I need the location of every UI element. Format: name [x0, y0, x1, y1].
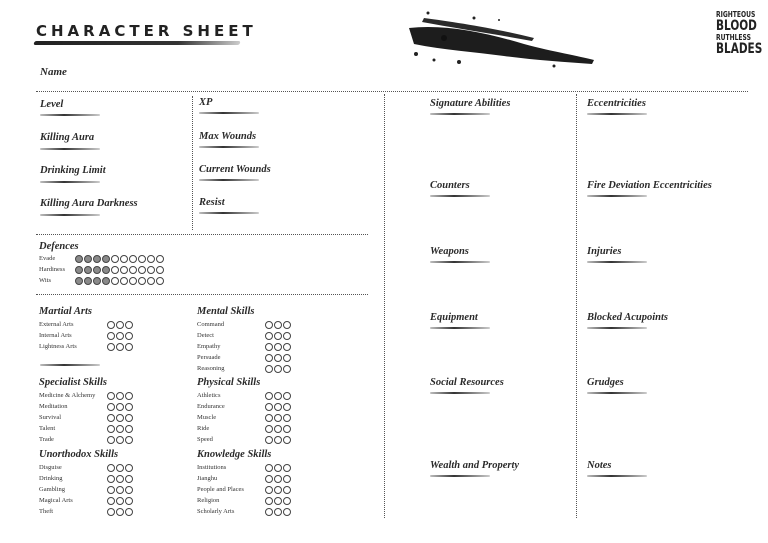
stat-drinking-limit-label: Drinking Limit: [40, 165, 106, 176]
skill-dot[interactable]: [107, 414, 115, 422]
defence-dot[interactable]: [138, 255, 146, 263]
skill-label: Gambling: [39, 486, 65, 493]
defence-dot[interactable]: [120, 266, 128, 274]
skill-dot[interactable]: [116, 403, 124, 411]
stat-killing-aura-darkness-label: Killing Aura Darkness: [40, 198, 138, 209]
stat-xp-field[interactable]: [199, 112, 259, 114]
right_col1-section-label: Weapons: [430, 246, 469, 257]
right_col1-section-field[interactable]: [430, 195, 490, 197]
skill-dot[interactable]: [265, 343, 273, 351]
stat-current-wounds-label: Current Wounds: [199, 164, 271, 175]
skill-dot[interactable]: [265, 332, 273, 340]
skill-row: [39, 495, 133, 506]
skill-dot[interactable]: [116, 343, 124, 351]
skill-dot[interactable]: [274, 354, 282, 362]
defence-dot[interactable]: [93, 255, 101, 263]
skill-label: Meditation: [39, 403, 68, 410]
skill-label: Institutions: [197, 464, 227, 471]
right_col2-section-field[interactable]: [587, 392, 647, 394]
right_col2-section-label: Notes: [587, 460, 612, 471]
right_col1-section-label: Counters: [430, 180, 470, 191]
defence-label: Hardiness: [39, 266, 65, 273]
skill-label: Drinking: [39, 475, 63, 482]
defence-dot[interactable]: [156, 277, 164, 285]
skill-dot[interactable]: [265, 321, 273, 329]
skill-label: Scholarly Arts: [197, 508, 235, 515]
defence-dot[interactable]: [102, 277, 110, 285]
skill-dot[interactable]: [283, 365, 291, 373]
skill-row: [39, 341, 133, 352]
skill-dot[interactable]: [116, 414, 124, 422]
right_col2-section-field[interactable]: [587, 475, 647, 477]
skill-dot[interactable]: [107, 343, 115, 351]
right_col2-section-label: Fire Deviation Eccentricities: [587, 180, 712, 191]
skill-dots: [265, 497, 291, 505]
defence-dot[interactable]: [84, 255, 92, 263]
skill-row: [39, 401, 133, 412]
skill-dot[interactable]: [283, 486, 291, 494]
skill-row: [39, 506, 133, 517]
skill-dot[interactable]: [125, 403, 133, 411]
skill-row: [39, 423, 133, 434]
skill-row: [197, 363, 291, 374]
defence-dot[interactable]: [75, 277, 83, 285]
defence-dot[interactable]: [147, 266, 155, 274]
martial-skills-title: Martial Arts: [39, 306, 93, 317]
knowledge-skills-title: Knowledge Skills: [197, 449, 272, 460]
defence-dot[interactable]: [111, 266, 119, 274]
skill-dot[interactable]: [265, 354, 273, 362]
skill-dot[interactable]: [283, 332, 291, 340]
skill-label: Persuade: [197, 354, 221, 361]
skill-label: Magical Arts: [39, 497, 73, 504]
skill-dot[interactable]: [125, 332, 133, 340]
skill-dot[interactable]: [265, 392, 273, 400]
right_col2-section-field[interactable]: [587, 327, 647, 329]
skill-dot[interactable]: [125, 436, 133, 444]
skill-row: [39, 462, 133, 473]
skill-dot[interactable]: [283, 321, 291, 329]
skill-row: [197, 495, 291, 506]
skill-dot[interactable]: [125, 321, 133, 329]
stat-xp-label: XP: [199, 97, 213, 108]
skill-label: Medicine & Alchemy: [39, 392, 96, 399]
skill-label: Endurance: [197, 403, 225, 410]
defence-dot[interactable]: [129, 277, 137, 285]
right_col2-section-field[interactable]: [587, 113, 647, 115]
skill-dot[interactable]: [283, 475, 291, 483]
skill-label: Empathy: [197, 343, 221, 350]
skill-dot[interactable]: [116, 321, 124, 329]
skill-row: [39, 390, 133, 401]
right_col2-section-label: Blocked Acupoints: [587, 312, 668, 323]
skill-label: Talent: [39, 425, 56, 432]
right_col1-section-label: Equipment: [430, 312, 478, 323]
defence-label: Wits: [39, 277, 52, 284]
skill-dot[interactable]: [283, 464, 291, 472]
defence-dot[interactable]: [147, 277, 155, 285]
skill-dot[interactable]: [116, 436, 124, 444]
right_col1-section-field[interactable]: [430, 392, 490, 394]
defence-dot[interactable]: [93, 277, 101, 285]
skill-dot[interactable]: [283, 436, 291, 444]
defence-dot[interactable]: [111, 255, 119, 263]
skill-dot[interactable]: [116, 464, 124, 472]
skill-dot[interactable]: [274, 392, 282, 400]
skill-dot[interactable]: [274, 475, 282, 483]
game-logo: RIGHTEOUS BLOOD RUTHLESS BLADES: [716, 10, 763, 57]
skill-dots: [265, 508, 291, 516]
skill-dot[interactable]: [107, 321, 115, 329]
skill-dot[interactable]: [107, 436, 115, 444]
defence-row: [39, 253, 164, 264]
skill-dot[interactable]: [274, 332, 282, 340]
skill-dots: [265, 354, 291, 362]
skill-dot[interactable]: [107, 486, 115, 494]
defence-dot[interactable]: [84, 266, 92, 274]
skill-dot[interactable]: [274, 436, 282, 444]
defences-title: Defences: [39, 241, 79, 252]
defence-dot[interactable]: [138, 266, 146, 274]
martial-arts-extra-field[interactable]: [40, 364, 100, 366]
stat-resist-field[interactable]: [199, 212, 259, 214]
skill-dot[interactable]: [283, 403, 291, 411]
stat-current-wounds-field[interactable]: [199, 179, 259, 181]
skill-row: [39, 330, 133, 341]
stat-resist-label: Resist: [199, 197, 225, 208]
skill-label: Speed: [197, 436, 213, 443]
skill-label: Internal Arts: [39, 332, 72, 339]
skill-dots: [107, 497, 133, 505]
right_col1-section-field[interactable]: [430, 475, 490, 477]
defence-dot[interactable]: [75, 266, 83, 274]
defence-dots: [75, 266, 164, 274]
defence-dot[interactable]: [93, 266, 101, 274]
skill-label: Command: [197, 321, 225, 328]
skill-dot[interactable]: [283, 392, 291, 400]
defence-dot[interactable]: [129, 255, 137, 263]
skill-label: Muscle: [197, 414, 217, 421]
stat-level-label: Level: [40, 99, 64, 110]
defence-dot[interactable]: [75, 255, 83, 263]
skill-dot[interactable]: [107, 497, 115, 505]
skill-row: [197, 473, 291, 484]
skill-dots: [265, 464, 291, 472]
skill-label: External Arts: [39, 321, 74, 328]
skill-dot[interactable]: [265, 464, 273, 472]
skill-dots: [265, 414, 291, 422]
right-divider: [576, 94, 577, 518]
right_col1-section-field[interactable]: [430, 113, 490, 115]
defence-dot[interactable]: [120, 255, 128, 263]
ink-splatter-decoration: [404, 10, 599, 70]
defence-dot[interactable]: [138, 277, 146, 285]
right_col1-section-label: Signature Abilities: [430, 98, 511, 109]
skill-dot[interactable]: [274, 497, 282, 505]
skill-dot[interactable]: [125, 392, 133, 400]
skill-label: Reasoning: [197, 365, 225, 372]
skill-dot[interactable]: [125, 464, 133, 472]
page-title: CHARACTER SHEET: [36, 22, 257, 40]
skill-row: [197, 319, 291, 330]
skill-dot[interactable]: [116, 497, 124, 505]
skill-dot[interactable]: [274, 321, 282, 329]
skill-dot[interactable]: [265, 486, 273, 494]
skill-dots: [107, 508, 133, 516]
skill-dots: [265, 403, 291, 411]
skill-dot[interactable]: [125, 497, 133, 505]
skill-row: [197, 423, 291, 434]
defence-dot[interactable]: [102, 266, 110, 274]
skill-dots: [265, 392, 291, 400]
defence-dots: [75, 277, 164, 285]
defence-row: [39, 275, 164, 286]
skill-dot[interactable]: [116, 332, 124, 340]
skill-dot[interactable]: [283, 425, 291, 433]
skill-label: Disguise: [39, 464, 62, 471]
defences-bottom-divider: [36, 294, 368, 295]
skill-dot[interactable]: [107, 392, 115, 400]
skill-dot[interactable]: [265, 425, 273, 433]
skill-dot[interactable]: [265, 508, 273, 516]
skill-dots: [107, 321, 133, 329]
defence-dot[interactable]: [102, 255, 110, 263]
skill-dots: [107, 464, 133, 472]
skill-label: Trade: [39, 436, 54, 443]
skill-dot[interactable]: [274, 343, 282, 351]
skill-dot[interactable]: [265, 365, 273, 373]
skill-row: [39, 412, 133, 423]
skill-dots: [265, 486, 291, 494]
right_col2-section-label: Eccentricities: [587, 98, 646, 109]
defence-dot[interactable]: [84, 277, 92, 285]
skill-row: [197, 352, 291, 363]
skill-row: [39, 484, 133, 495]
skill-dot[interactable]: [274, 508, 282, 516]
right_col1-section-label: Wealth and Property: [430, 460, 520, 471]
skill-dot[interactable]: [107, 475, 115, 483]
skill-dots: [107, 436, 133, 444]
skill-dots: [265, 343, 291, 351]
skill-label: Jianghu: [197, 475, 218, 482]
skill-row: [197, 434, 291, 445]
skill-dot[interactable]: [274, 425, 282, 433]
skill-dot[interactable]: [125, 475, 133, 483]
defence-dot[interactable]: [147, 255, 155, 263]
skill-dot[interactable]: [283, 414, 291, 422]
skill-dots: [265, 436, 291, 444]
center-divider: [384, 94, 385, 518]
skill-dot[interactable]: [107, 403, 115, 411]
skill-dot[interactable]: [125, 343, 133, 351]
skill-dot[interactable]: [125, 486, 133, 494]
skill-dot[interactable]: [116, 392, 124, 400]
defence-dot[interactable]: [129, 266, 137, 274]
skill-row: [197, 412, 291, 423]
defence-label: Evade: [39, 255, 56, 262]
skill-dot[interactable]: [125, 414, 133, 422]
skill-row: [197, 506, 291, 517]
skill-dots: [265, 321, 291, 329]
stats-divider: [192, 96, 193, 230]
right_col2-section-label: Grudges: [587, 377, 624, 388]
right_col2-section-field[interactable]: [587, 195, 647, 197]
skill-row: [197, 462, 291, 473]
skill-dot[interactable]: [283, 343, 291, 351]
skill-dots: [265, 332, 291, 340]
skill-row: [197, 390, 291, 401]
skill-row: [39, 473, 133, 484]
skill-row: [39, 319, 133, 330]
skill-dot[interactable]: [116, 486, 124, 494]
skill-dots: [107, 414, 133, 422]
stat-max-wounds-label: Max Wounds: [199, 131, 257, 142]
skill-dot[interactable]: [283, 508, 291, 516]
skill-dot[interactable]: [116, 425, 124, 433]
stat-max-wounds-field[interactable]: [199, 146, 259, 148]
skill-dot[interactable]: [283, 497, 291, 505]
skill-label: Lightness Arts: [39, 343, 77, 350]
skill-dots: [107, 343, 133, 351]
defence-dots: [75, 255, 164, 263]
right_col2-section-field[interactable]: [587, 261, 647, 263]
skill-dots: [265, 425, 291, 433]
skill-label: Theft: [39, 508, 54, 515]
stat-level-field[interactable]: [40, 114, 100, 116]
skill-dot[interactable]: [265, 475, 273, 483]
skill-dot[interactable]: [265, 436, 273, 444]
stat-killing-aura-label: Killing Aura: [40, 132, 95, 143]
defence-dot[interactable]: [156, 266, 164, 274]
skill-dots: [107, 425, 133, 433]
right_col1-section-label: Social Resources: [430, 377, 504, 388]
skill-dot[interactable]: [107, 464, 115, 472]
stats-bottom-divider: [36, 234, 368, 235]
stat-killing-aura-darkness-field[interactable]: [40, 214, 100, 216]
skill-dots: [107, 392, 133, 400]
skill-dot[interactable]: [283, 354, 291, 362]
defence-dot[interactable]: [111, 277, 119, 285]
name-label: Name: [40, 66, 67, 78]
right_col1-section-field[interactable]: [430, 261, 490, 263]
specialist-skills-title: Specialist Skills: [39, 377, 107, 388]
skill-dot[interactable]: [265, 403, 273, 411]
stat-killing-aura-field[interactable]: [40, 148, 100, 150]
skill-dots: [265, 475, 291, 483]
skill-dot[interactable]: [274, 464, 282, 472]
stat-drinking-limit-field[interactable]: [40, 181, 100, 183]
skill-label: Survival: [39, 414, 62, 421]
skill-dot[interactable]: [107, 332, 115, 340]
right_col1-section-field[interactable]: [430, 327, 490, 329]
skill-dot[interactable]: [265, 414, 273, 422]
skill-label: Athletics: [197, 392, 221, 399]
skill-dot[interactable]: [274, 414, 282, 422]
skill-dots: [107, 403, 133, 411]
skill-label: Detect: [197, 332, 214, 339]
skill-row: [197, 401, 291, 412]
skill-dot[interactable]: [116, 508, 124, 516]
skill-dots: [107, 475, 133, 483]
skill-dot[interactable]: [107, 425, 115, 433]
skill-dot[interactable]: [265, 497, 273, 505]
unorthodox-skills-title: Unorthodox Skills: [39, 449, 119, 460]
skill-row: [197, 484, 291, 495]
physical-skills-title: Physical Skills: [197, 377, 261, 388]
skill-dot[interactable]: [274, 365, 282, 373]
skill-dot[interactable]: [125, 508, 133, 516]
skill-dot[interactable]: [116, 475, 124, 483]
header-divider: [36, 91, 748, 92]
skill-dots: [107, 486, 133, 494]
defence-dot[interactable]: [156, 255, 164, 263]
defence-row: [39, 264, 164, 275]
mental-skills-title: Mental Skills: [197, 306, 255, 317]
skill-dot[interactable]: [274, 486, 282, 494]
defence-dot[interactable]: [120, 277, 128, 285]
skill-dots: [265, 365, 291, 373]
skill-label: Religion: [197, 497, 220, 504]
title-brush-stroke: [33, 41, 240, 45]
right_col2-section-label: Injuries: [587, 246, 622, 257]
skill-dot[interactable]: [107, 508, 115, 516]
skill-dot[interactable]: [125, 425, 133, 433]
skill-label: People and Places: [197, 486, 244, 493]
skill-dots: [107, 332, 133, 340]
skill-row: [197, 341, 291, 352]
skill-row: [39, 434, 133, 445]
skill-row: [197, 330, 291, 341]
skill-dot[interactable]: [274, 403, 282, 411]
skill-label: Ride: [197, 425, 210, 432]
